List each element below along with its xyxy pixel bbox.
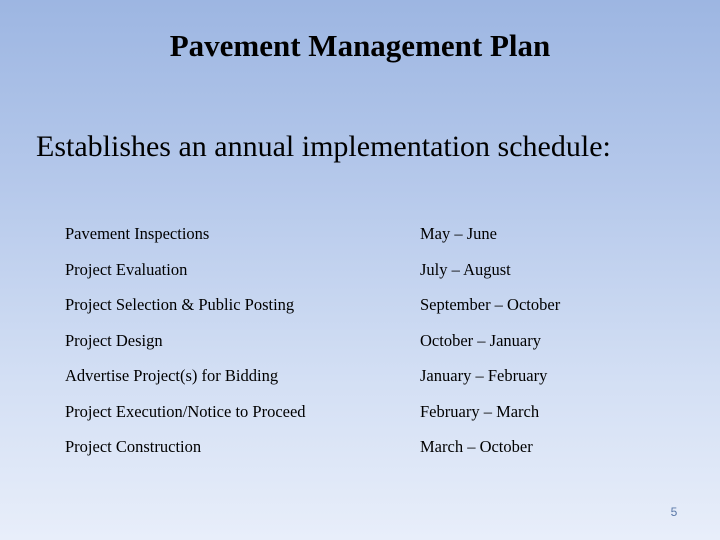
schedule-period: September – October [420,295,561,314]
schedule-period: July – August [420,259,511,279]
schedule-row [65,222,665,258]
schedule-row [65,293,665,329]
schedule-task: Project Construction [65,437,202,456]
schedule-task: Project Execution/Notice to Proceed [65,401,306,421]
schedule-task: Project Design [65,330,163,350]
schedule-period: March – October [420,437,533,456]
schedule-row [65,364,665,400]
schedule-table [65,222,665,471]
schedule-period: January – February [420,366,548,385]
schedule-task: Pavement Inspections [65,224,210,243]
schedule-period: May – June [420,224,497,243]
schedule-task: Project Evaluation [65,259,188,279]
schedule-row [65,435,665,471]
slide-title: Pavement Management Plan [169,28,551,63]
schedule-row [65,400,665,436]
schedule-task: Project Selection & Public Posting [65,295,295,314]
slide-subtitle: Establishes an annual implementation schedule: [36,130,611,163]
schedule-row [65,258,665,294]
schedule-row [65,329,665,365]
schedule-period: October – January [420,330,541,350]
schedule-task: Advertise Project(s) for Bidding [65,366,279,385]
schedule-period: February – March [420,401,540,421]
page-number: 5 [670,505,678,519]
